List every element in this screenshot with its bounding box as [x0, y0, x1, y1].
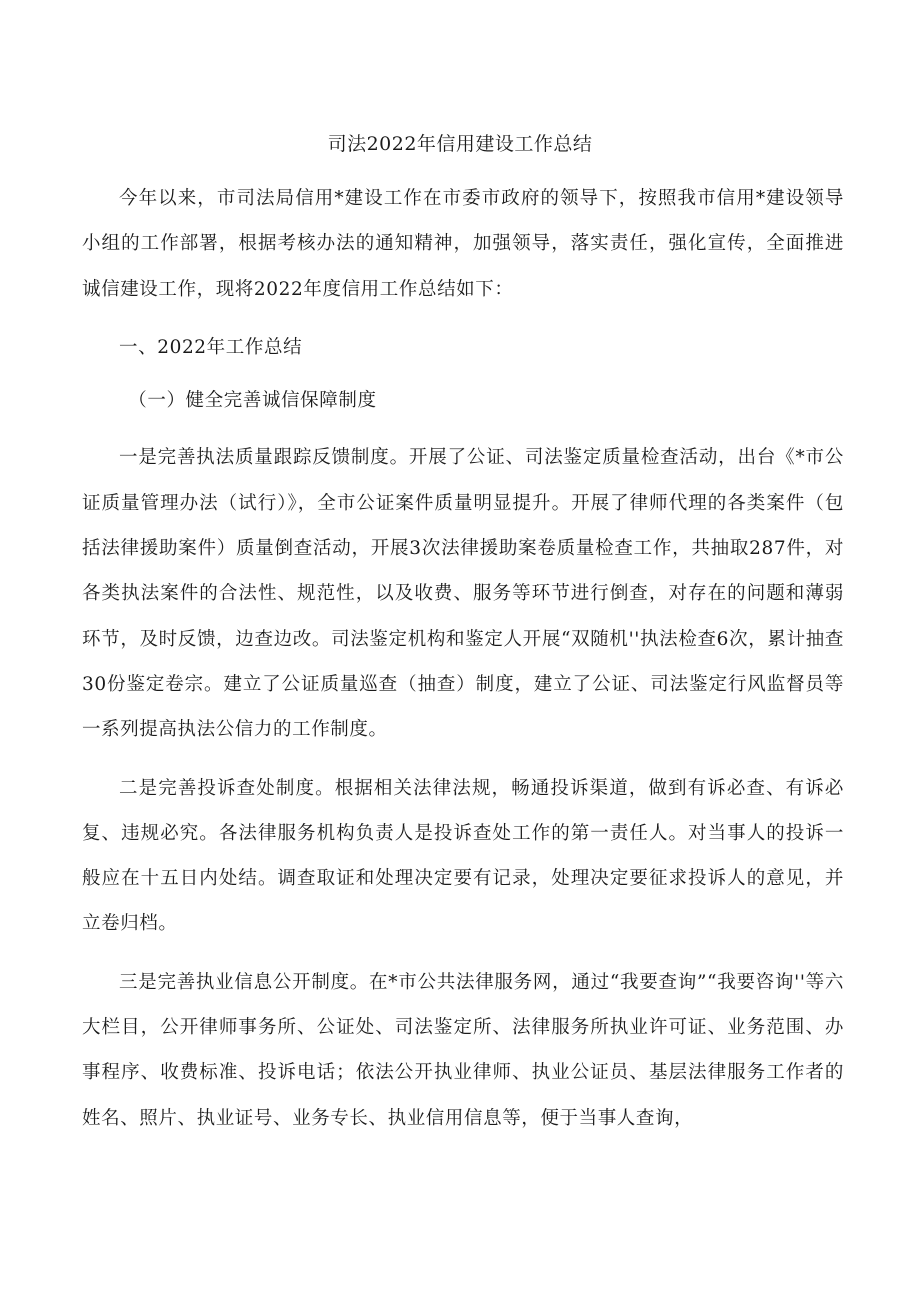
subsection-heading: （一）健全完善诚信保障制度: [128, 390, 377, 412]
intro-paragraph: 今年以来，市司法局信用*建设工作在市委市政府的领导下，按照我市信用*建设领导小组的工作部署，根据考核办法的通知精神，加强领导，落实责任，强化宣传，全面推进诚信建设工作，现将2022年度信用工作总结如下：: [82, 188, 844, 300]
body-paragraph: 三是完善执业信息公开制度。在*市公共法律服务网，通过“我要查询”“我要咨询''等六大栏目，公开律师事务所、公证处、司法鉴定所、法律服务所执业许可证、业务范围、办事程序、收费标准、投诉电话；依法公开执业律师、执业公证员、基层法律服务工作者的姓名、照片、执业证号、业务专长、执业信用信息等，便于当事人查询，: [82, 971, 844, 1129]
body-paragraph: 一是完善执法质量跟踪反馈制度。开展了公证、司法鉴定质量检查活动，出台《*市公证质量管理办法（试行）》，全市公证案件质量明显提升。开展了律师代理的各类案件（包括法律援助案件）质量倒查活动，开展3次法律援助案卷质量检查工作，共抽取287件，对各类执法案件的合法性、规范性，以及收费、服务等环节进行倒查，对存在的问题和薄弱环节，及时反馈，边查边改。司法鉴定机构和鉴定人开展“双随机''执法检查6次，累计抽查30份鉴定卷宗。建立了公证质量巡查（抽查）制度，建立了公证、司法鉴定行风监督员等一系列提高执法公信力的工作制度。: [82, 447, 844, 741]
body-paragraph: 二是完善投诉查处制度。根据相关法律法规，畅通投诉渠道，做到有诉必查、有诉必复、违规必究。各法律服务机构负责人是投诉查处工作的第一责任人。对当事人的投诉一般应在十五日内处结。调查取证和处理决定要有记录，处理决定要征求投诉人的意见，并立卷归档。: [82, 777, 844, 935]
document-title: 司法2022年信用建设工作总结: [327, 133, 593, 155]
document-body: [82, 176, 844, 1154]
section-heading: 一、2022年工作总结: [119, 336, 303, 358]
